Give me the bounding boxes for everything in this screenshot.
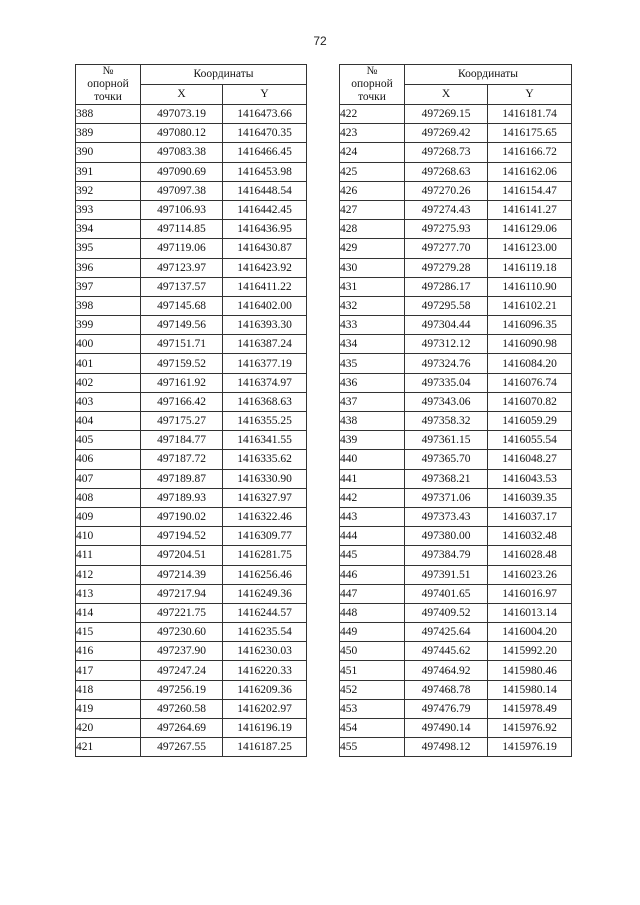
table-row [340,335,572,354]
table-row [340,469,572,488]
table-row [340,277,572,296]
coordinates-header: Координаты [405,65,572,85]
y-coordinate-cell: 1416110.90 [488,277,572,296]
point-number-cell: 419 [76,699,141,718]
y-coordinate-cell: 1416220.33 [223,661,307,680]
table-row [76,105,307,124]
point-number-cell: 395 [76,239,141,258]
x-coordinate-cell: 497114.85 [141,220,223,239]
table-row [340,507,572,526]
table-row [76,450,307,469]
table-row [340,680,572,699]
x-coordinate-cell: 497286.17 [405,277,488,296]
table-row [340,603,572,622]
y-coordinate-cell: 1416209.36 [223,680,307,699]
point-number-cell: 415 [76,623,141,642]
x-coordinate-cell: 497264.69 [141,719,223,738]
x-coordinate-cell: 497490.14 [405,719,488,738]
point-number-header-line3: точки [94,91,122,103]
table-row [76,220,307,239]
point-number-cell: 394 [76,220,141,239]
point-number-cell: 391 [76,162,141,181]
table-body-left [76,105,307,757]
y-coordinate-cell: 1416032.48 [488,527,572,546]
point-number-cell: 441 [340,469,405,488]
table-row [76,296,307,315]
point-number-header-line2: опорной [87,78,129,90]
table-row [340,296,572,315]
y-coordinate-cell: 1416244.57 [223,603,307,622]
table-row [340,143,572,162]
y-coordinate-cell: 1416411.22 [223,277,307,296]
point-number-cell: 393 [76,200,141,219]
x-coordinate-cell: 497083.38 [141,143,223,162]
point-number-header-line1: № [366,65,378,77]
x-coordinate-cell: 497267.55 [141,738,223,757]
y-coordinate-cell: 1416187.25 [223,738,307,757]
table-row [76,277,307,296]
x-coordinate-cell: 497090.69 [141,162,223,181]
table-row [76,527,307,546]
point-number-cell: 398 [76,296,141,315]
point-number-cell: 404 [76,412,141,431]
table-row [340,661,572,680]
point-number-cell: 388 [76,105,141,124]
table-row [76,431,307,450]
table-row [340,105,572,124]
y-coordinate-cell: 1416335.62 [223,450,307,469]
table-row [76,373,307,392]
point-number-cell: 438 [340,412,405,431]
point-number-cell: 431 [340,277,405,296]
table-row [340,354,572,373]
x-coordinate-cell: 497256.19 [141,680,223,699]
x-coordinate-cell: 497312.12 [405,335,488,354]
table-row [340,738,572,757]
table-row [340,162,572,181]
point-number-cell: 389 [76,124,141,143]
table-row [76,124,307,143]
x-coordinate-cell: 497498.12 [405,738,488,757]
table-row [76,335,307,354]
table-row [340,373,572,392]
y-coordinate-cell: 1415978.49 [488,699,572,718]
point-number-cell: 402 [76,373,141,392]
y-coordinate-cell: 1416055.54 [488,431,572,450]
y-coordinate-cell: 1416281.75 [223,546,307,565]
x-coordinate-cell: 497237.90 [141,642,223,661]
point-number-cell: 435 [340,354,405,373]
point-number-cell: 446 [340,565,405,584]
y-header: Y [223,85,307,105]
y-coordinate-cell: 1416402.00 [223,296,307,315]
point-number-cell: 399 [76,316,141,335]
x-coordinate-cell: 497277.70 [405,239,488,258]
table-row [340,316,572,335]
y-coordinate-cell: 1416076.74 [488,373,572,392]
y-coordinate-cell: 1416256.46 [223,565,307,584]
x-coordinate-cell: 497445.62 [405,642,488,661]
table-row [76,680,307,699]
y-coordinate-cell: 1416442.45 [223,200,307,219]
x-coordinate-cell: 497373.43 [405,507,488,526]
y-coordinate-cell: 1416048.27 [488,450,572,469]
x-coordinate-cell: 497464.92 [405,661,488,680]
x-coordinate-cell: 497343.06 [405,392,488,411]
x-coordinate-cell: 497247.24 [141,661,223,680]
point-number-cell: 450 [340,642,405,661]
table-row [340,565,572,584]
point-number-cell: 439 [340,431,405,450]
x-coordinate-cell: 497166.42 [141,392,223,411]
y-coordinate-cell: 1416322.46 [223,507,307,526]
point-number-cell: 436 [340,373,405,392]
table-row [76,239,307,258]
y-coordinate-cell: 1416141.27 [488,200,572,219]
point-number-cell: 429 [340,239,405,258]
x-coordinate-cell: 497468.78 [405,680,488,699]
point-number-cell: 420 [76,719,141,738]
point-number-cell: 437 [340,392,405,411]
x-coordinate-cell: 497279.28 [405,258,488,277]
y-coordinate-cell: 1416039.35 [488,488,572,507]
x-coordinate-cell: 497269.15 [405,105,488,124]
x-header: X [405,85,488,105]
table-row [76,623,307,642]
y-coordinate-cell: 1416473.66 [223,105,307,124]
point-number-cell: 448 [340,603,405,622]
y-coordinate-cell: 1415980.46 [488,661,572,680]
table-row [76,469,307,488]
x-coordinate-cell: 497335.04 [405,373,488,392]
x-coordinate-cell: 497204.51 [141,546,223,565]
table-body-right [340,105,572,757]
table-row [76,699,307,718]
x-coordinate-cell: 497476.79 [405,699,488,718]
point-number-cell: 418 [76,680,141,699]
point-number-cell: 417 [76,661,141,680]
x-coordinate-cell: 497260.58 [141,699,223,718]
y-coordinate-cell: 1416043.53 [488,469,572,488]
table-row [340,220,572,239]
x-coordinate-cell: 497268.63 [405,162,488,181]
y-coordinate-cell: 1416023.26 [488,565,572,584]
y-coordinate-cell: 1416377.19 [223,354,307,373]
y-coordinate-cell: 1416387.24 [223,335,307,354]
x-coordinate-cell: 497190.02 [141,507,223,526]
table-row [76,162,307,181]
table-row [76,258,307,277]
point-number-cell: 424 [340,143,405,162]
table-row [76,488,307,507]
y-coordinate-cell: 1416202.97 [223,699,307,718]
x-coordinate-cell: 497230.60 [141,623,223,642]
x-coordinate-cell: 497358.32 [405,412,488,431]
x-header: X [141,85,223,105]
point-number-cell: 454 [340,719,405,738]
point-number-cell: 422 [340,105,405,124]
table-row [340,584,572,603]
table-row [76,565,307,584]
y-coordinate-cell: 1416059.29 [488,412,572,431]
table-row [76,354,307,373]
y-coordinate-cell: 1416037.17 [488,507,572,526]
y-coordinate-cell: 1416355.25 [223,412,307,431]
x-coordinate-cell: 497184.77 [141,431,223,450]
point-number-cell: 440 [340,450,405,469]
y-coordinate-cell: 1416166.72 [488,143,572,162]
x-coordinate-cell: 497119.06 [141,239,223,258]
table-row [76,143,307,162]
y-coordinate-cell: 1416470.35 [223,124,307,143]
x-coordinate-cell: 497270.26 [405,181,488,200]
table-row [76,661,307,680]
x-coordinate-cell: 497380.00 [405,527,488,546]
table-row [76,642,307,661]
y-coordinate-cell: 1416102.21 [488,296,572,315]
x-coordinate-cell: 497268.73 [405,143,488,162]
y-coordinate-cell: 1416070.82 [488,392,572,411]
y-coordinate-cell: 1416341.55 [223,431,307,450]
y-coordinate-cell: 1416004.20 [488,623,572,642]
point-number-cell: 423 [340,124,405,143]
x-coordinate-cell: 497295.58 [405,296,488,315]
point-number-cell: 410 [76,527,141,546]
table-row [76,181,307,200]
point-number-cell: 421 [76,738,141,757]
y-coordinate-cell: 1416230.03 [223,642,307,661]
table-row [340,488,572,507]
y-coordinate-cell: 1416162.06 [488,162,572,181]
y-coordinate-cell: 1416016.97 [488,584,572,603]
y-coordinate-cell: 1416196.19 [223,719,307,738]
y-coordinate-cell: 1416175.65 [488,124,572,143]
table-row [340,258,572,277]
x-coordinate-cell: 497189.87 [141,469,223,488]
point-number-cell: 409 [76,507,141,526]
point-number-cell: 405 [76,431,141,450]
x-coordinate-cell: 497214.39 [141,565,223,584]
y-coordinate-cell: 1415992.20 [488,642,572,661]
table-row [340,392,572,411]
x-coordinate-cell: 497161.92 [141,373,223,392]
point-number-cell: 396 [76,258,141,277]
table-row [76,200,307,219]
table-row [340,431,572,450]
x-coordinate-cell: 497361.15 [405,431,488,450]
point-number-cell: 407 [76,469,141,488]
table-row [340,239,572,258]
y-coordinate-cell: 1416096.35 [488,316,572,335]
y-coordinate-cell: 1416368.63 [223,392,307,411]
table-row [340,527,572,546]
x-coordinate-cell: 497269.42 [405,124,488,143]
x-coordinate-cell: 497080.12 [141,124,223,143]
y-coordinate-cell: 1416119.18 [488,258,572,277]
y-coordinate-cell: 1416123.00 [488,239,572,258]
y-coordinate-cell: 1416154.47 [488,181,572,200]
point-number-cell: 452 [340,680,405,699]
x-coordinate-cell: 497371.06 [405,488,488,507]
y-header: Y [488,85,572,105]
point-number-header [340,65,405,105]
x-coordinate-cell: 497324.76 [405,354,488,373]
table-row [76,392,307,411]
y-coordinate-cell: 1416330.90 [223,469,307,488]
x-coordinate-cell: 497384.79 [405,546,488,565]
point-number-cell: 444 [340,527,405,546]
point-number-cell: 414 [76,603,141,622]
table-row [76,584,307,603]
y-coordinate-cell: 1416436.95 [223,220,307,239]
coordinates-table-left [75,64,307,757]
x-coordinate-cell: 497274.43 [405,200,488,219]
point-number-header-line1: № [102,65,114,77]
y-coordinate-cell: 1416129.06 [488,220,572,239]
y-coordinate-cell: 1416309.77 [223,527,307,546]
table-row [76,603,307,622]
y-coordinate-cell: 1415976.19 [488,738,572,757]
y-coordinate-cell: 1416374.97 [223,373,307,392]
point-number-cell: 397 [76,277,141,296]
x-coordinate-cell: 497409.52 [405,603,488,622]
x-coordinate-cell: 497187.72 [141,450,223,469]
y-coordinate-cell: 1416327.97 [223,488,307,507]
point-number-cell: 426 [340,181,405,200]
point-number-header [76,65,141,105]
point-number-cell: 403 [76,392,141,411]
point-number-cell: 433 [340,316,405,335]
point-number-cell: 390 [76,143,141,162]
point-number-cell: 449 [340,623,405,642]
table-row [340,412,572,431]
point-number-cell: 442 [340,488,405,507]
table-row [340,719,572,738]
y-coordinate-cell: 1416090.98 [488,335,572,354]
table-row [76,316,307,335]
y-coordinate-cell: 1415976.92 [488,719,572,738]
point-number-cell: 406 [76,450,141,469]
table-row [76,546,307,565]
x-coordinate-cell: 497391.51 [405,565,488,584]
table-row [76,412,307,431]
y-coordinate-cell: 1415980.14 [488,680,572,699]
x-coordinate-cell: 497175.27 [141,412,223,431]
x-coordinate-cell: 497304.44 [405,316,488,335]
y-coordinate-cell: 1416453.98 [223,162,307,181]
point-number-cell: 400 [76,335,141,354]
point-number-cell: 392 [76,181,141,200]
x-coordinate-cell: 497145.68 [141,296,223,315]
y-coordinate-cell: 1416084.20 [488,354,572,373]
x-coordinate-cell: 497159.52 [141,354,223,373]
y-coordinate-cell: 1416430.87 [223,239,307,258]
y-coordinate-cell: 1416448.54 [223,181,307,200]
table-row [76,738,307,757]
table-row [76,507,307,526]
point-number-cell: 447 [340,584,405,603]
y-coordinate-cell: 1416249.36 [223,584,307,603]
x-coordinate-cell: 497189.93 [141,488,223,507]
point-number-cell: 434 [340,335,405,354]
y-coordinate-cell: 1416235.54 [223,623,307,642]
point-number-cell: 432 [340,296,405,315]
y-coordinate-cell: 1416393.30 [223,316,307,335]
point-number-cell: 412 [76,565,141,584]
point-number-cell: 416 [76,642,141,661]
coordinates-header: Координаты [141,65,307,85]
point-number-header-line2: опорной [351,78,393,90]
page-number: 72 [313,34,327,48]
x-coordinate-cell: 497123.97 [141,258,223,277]
y-coordinate-cell: 1416028.48 [488,546,572,565]
x-coordinate-cell: 497194.52 [141,527,223,546]
x-coordinate-cell: 497368.21 [405,469,488,488]
point-number-cell: 453 [340,699,405,718]
x-coordinate-cell: 497149.56 [141,316,223,335]
point-number-cell: 413 [76,584,141,603]
x-coordinate-cell: 497401.65 [405,584,488,603]
x-coordinate-cell: 497106.93 [141,200,223,219]
point-number-cell: 427 [340,200,405,219]
table-row [340,699,572,718]
point-number-cell: 445 [340,546,405,565]
point-number-header-line3: точки [358,91,386,103]
point-number-cell: 411 [76,546,141,565]
table-row [340,181,572,200]
x-coordinate-cell: 497137.57 [141,277,223,296]
y-coordinate-cell: 1416181.74 [488,105,572,124]
table-row [340,546,572,565]
y-coordinate-cell: 1416423.92 [223,258,307,277]
x-coordinate-cell: 497365.70 [405,450,488,469]
point-number-cell: 401 [76,354,141,373]
point-number-cell: 425 [340,162,405,181]
table-row [340,450,572,469]
point-number-cell: 408 [76,488,141,507]
point-number-cell: 443 [340,507,405,526]
x-coordinate-cell: 497275.93 [405,220,488,239]
y-coordinate-cell: 1416466.45 [223,143,307,162]
point-number-cell: 430 [340,258,405,277]
x-coordinate-cell: 497217.94 [141,584,223,603]
coordinates-table-right [339,64,572,757]
point-number-cell: 455 [340,738,405,757]
x-coordinate-cell: 497151.71 [141,335,223,354]
table-row [340,623,572,642]
table-row [340,642,572,661]
point-number-cell: 428 [340,220,405,239]
x-coordinate-cell: 497097.38 [141,181,223,200]
x-coordinate-cell: 497073.19 [141,105,223,124]
x-coordinate-cell: 497425.64 [405,623,488,642]
x-coordinate-cell: 497221.75 [141,603,223,622]
table-row [340,200,572,219]
y-coordinate-cell: 1416013.14 [488,603,572,622]
point-number-cell: 451 [340,661,405,680]
table-row [76,719,307,738]
table-row [340,124,572,143]
